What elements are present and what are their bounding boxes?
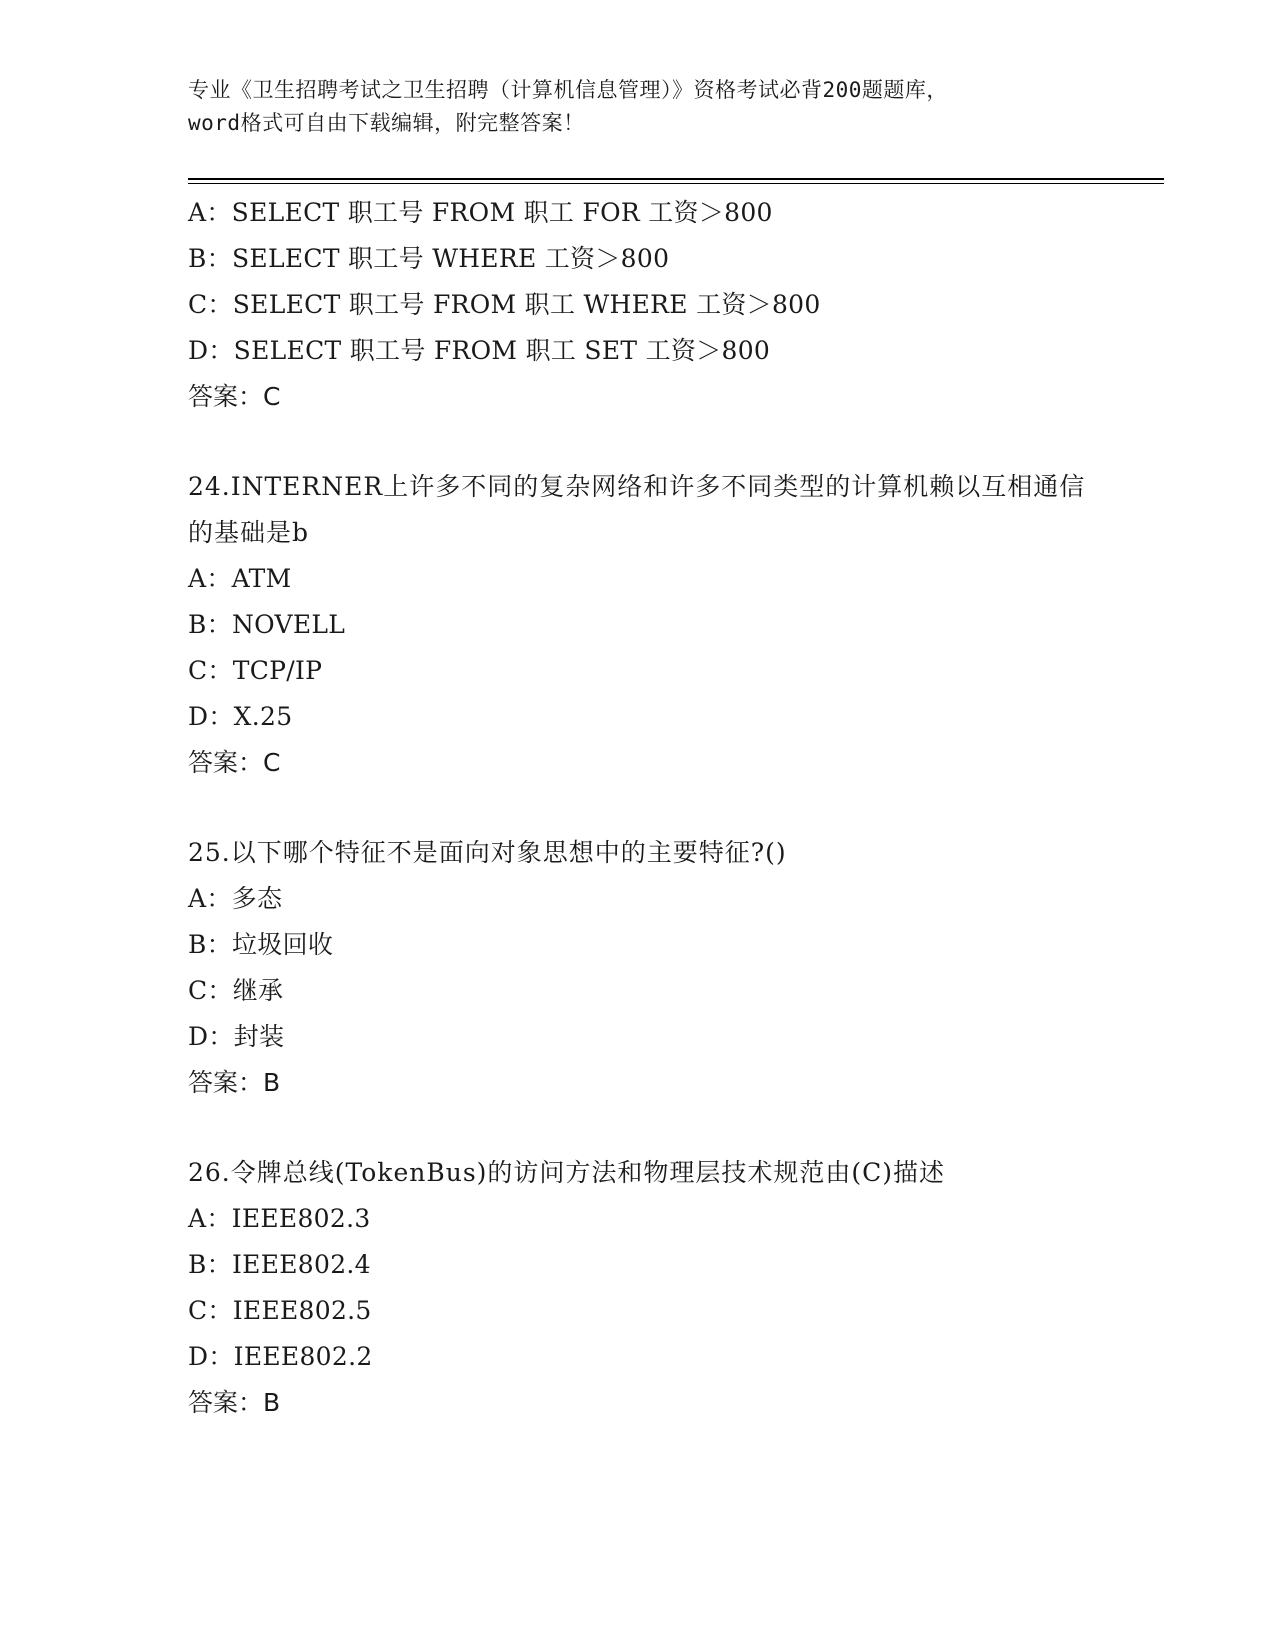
question-text: 26.令牌总线(TokenBus)的访问方法和物理层技术规范由(C)描述 bbox=[188, 1158, 946, 1187]
header-divider-thick bbox=[188, 178, 1164, 180]
question-text: 24.INTERNER上许多不同的复杂网络和许多不同类型的计算机赖以互相通信的基础是b bbox=[188, 472, 1086, 547]
option-a: A：ATM bbox=[188, 564, 292, 593]
header-line-2: word格式可自由下载编辑，附完整答案！ bbox=[188, 111, 585, 135]
spacer bbox=[188, 1106, 1148, 1150]
question-26 bbox=[188, 1150, 1148, 1426]
header-line-1: 专业《卫生招聘考试之卫生招聘（计算机信息管理）》资格考试必背200题题库， bbox=[188, 78, 948, 102]
question-list bbox=[188, 190, 1148, 1426]
option-d: D：X.25 bbox=[188, 702, 293, 731]
question-25 bbox=[188, 830, 1148, 1106]
answer-line: 答案：C bbox=[188, 748, 281, 777]
option-b: B：SELECT 职工号 WHERE 工资＞800 bbox=[188, 244, 670, 273]
option-a: A：多态 bbox=[188, 884, 283, 913]
option-c: C：IEEE802.5 bbox=[188, 1296, 372, 1325]
option-c: C：继承 bbox=[188, 976, 284, 1005]
option-a: A：IEEE802.3 bbox=[188, 1204, 371, 1233]
option-b: B：IEEE802.4 bbox=[188, 1250, 371, 1279]
question-text: 25.以下哪个特征不是面向对象思想中的主要特征?() bbox=[188, 838, 787, 867]
option-b: B：NOVELL bbox=[188, 610, 346, 639]
header-divider-thin bbox=[188, 183, 1164, 184]
option-c: C：TCP/IP bbox=[188, 656, 323, 685]
option-d: D：IEEE802.2 bbox=[188, 1342, 373, 1371]
question-23 bbox=[188, 190, 1148, 420]
spacer bbox=[188, 420, 1148, 464]
option-d: D：封装 bbox=[188, 1022, 285, 1051]
option-d: D：SELECT 职工号 FROM 职工 SET 工资＞800 bbox=[188, 336, 771, 365]
question-24 bbox=[188, 464, 1148, 786]
answer-line: 答案：B bbox=[188, 1388, 281, 1417]
document-header bbox=[188, 74, 1088, 140]
spacer bbox=[188, 786, 1148, 830]
answer-line: 答案：B bbox=[188, 1068, 281, 1097]
option-b: B：垃圾回收 bbox=[188, 930, 334, 959]
option-c: C：SELECT 职工号 FROM 职工 WHERE 工资＞800 bbox=[188, 290, 821, 319]
answer-line: 答案：C bbox=[188, 382, 281, 411]
option-a: A：SELECT 职工号 FROM 职工 FOR 工资＞800 bbox=[188, 198, 773, 227]
